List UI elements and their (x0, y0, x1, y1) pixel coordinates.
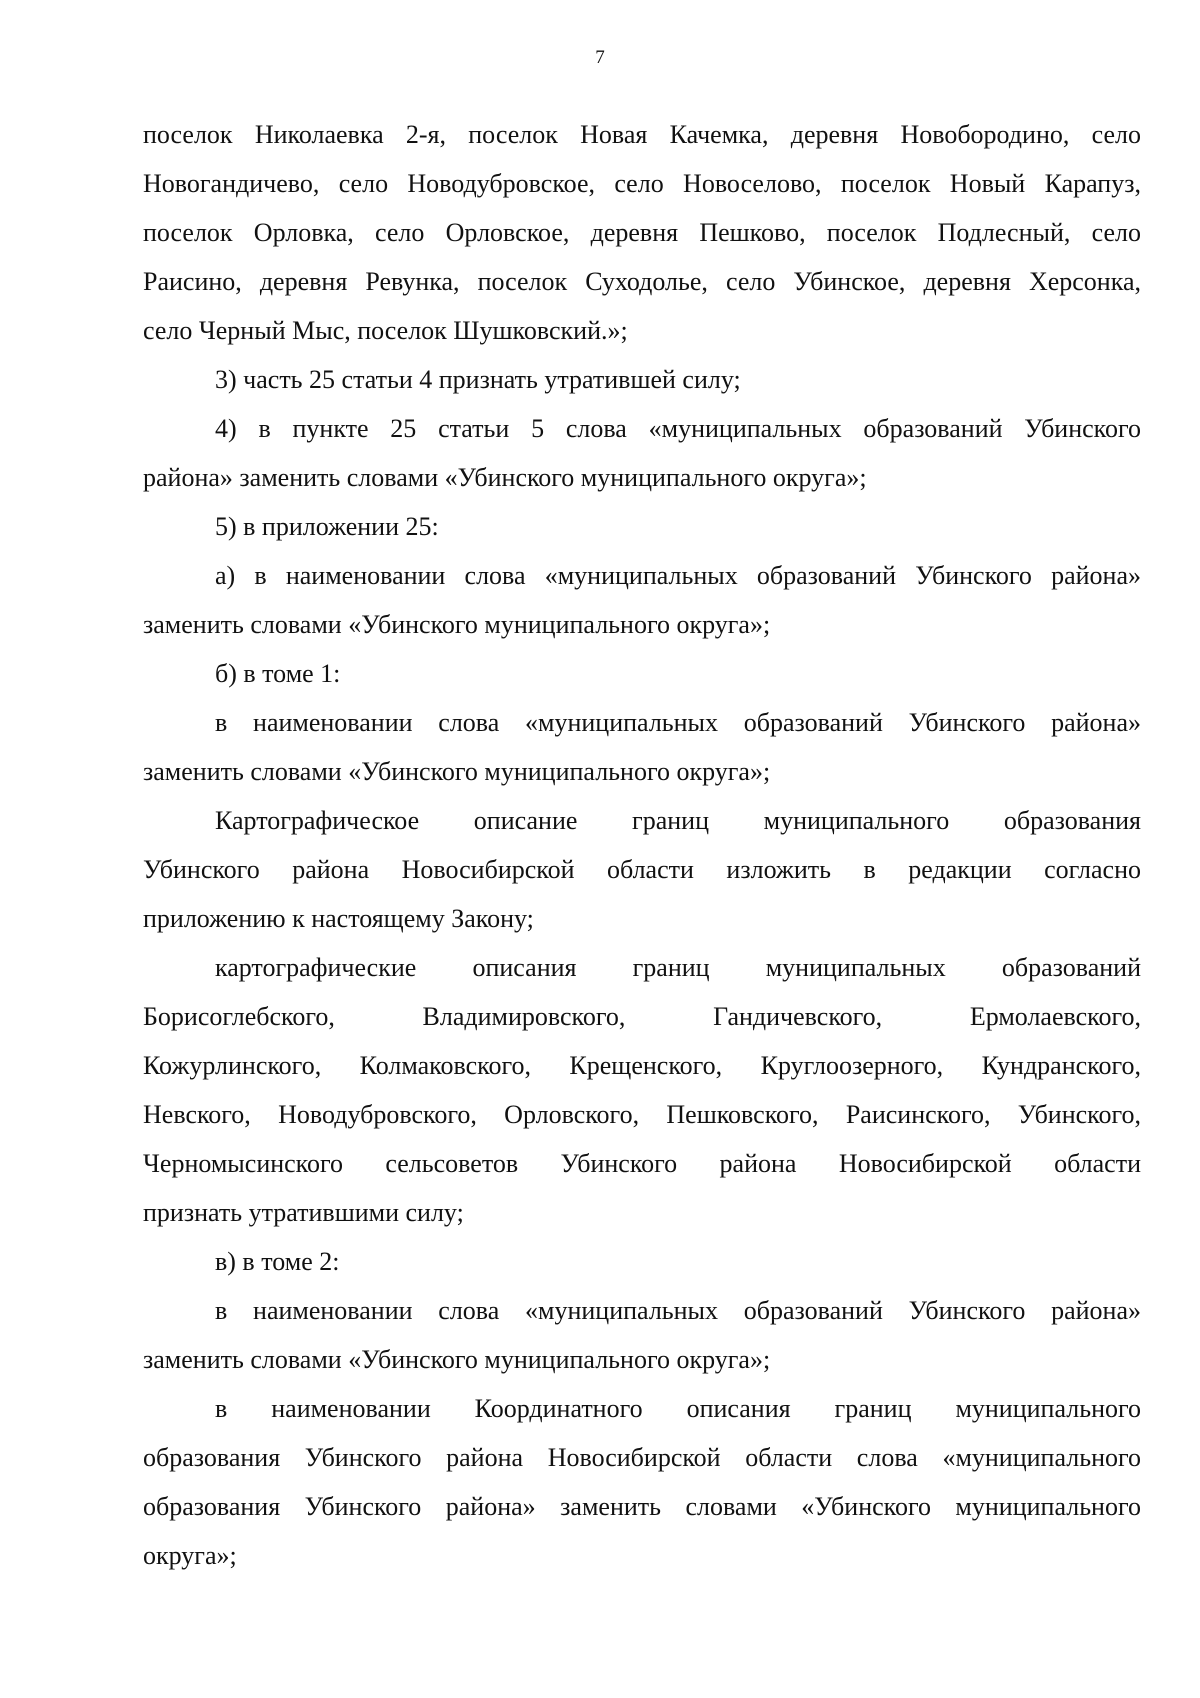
paragraph-item-5a (143, 551, 1141, 649)
text-line: поселок Николаевка 2-я, поселок Новая Качемка, деревня Новобородино, село (143, 120, 1141, 149)
text-line: приложению к настоящему Закону; (143, 904, 534, 933)
text-line: района» заменить словами «Убинского муниципального округа»; (143, 463, 867, 492)
text-line: Черномысинского сельсоветов Убинского района Новосибирской области (143, 1149, 1141, 1178)
text-line: Кожурлинского, Колмаковского, Крещенского, Круглоозерного, Кундранского, (143, 1051, 1141, 1080)
paragraph-vol1-carto (143, 796, 1141, 943)
paragraph-item-4 (143, 404, 1141, 502)
text-line: в) в томе 2: (215, 1247, 340, 1276)
text-line: заменить словами «Убинского муниципального округа»; (143, 610, 771, 639)
text-line: картографические описания границ муниципальных образований (215, 953, 1141, 982)
text-line: б) в томе 1: (215, 659, 341, 688)
text-line: образования Убинского района Новосибирской области слова «муниципального (143, 1443, 1141, 1472)
paragraph-villages (143, 110, 1141, 355)
text-line: в наименовании слова «муниципальных образований Убинского района» (215, 1296, 1141, 1325)
text-line: в наименовании Координатного описания границ муниципального (215, 1394, 1141, 1423)
page-number: 7 (595, 47, 605, 68)
text-line: Борисоглебского, Владимировского, Гандичевского, Ермолаевского, (143, 1002, 1141, 1031)
text-line: Картографическое описание границ муниципального образования (215, 806, 1141, 835)
paragraph-item-5v (143, 1237, 1141, 1286)
text-line: Новогандичево, село Новодубровское, село Новоселово, поселок Новый Карапуз, (143, 169, 1141, 198)
text-line: 5) в приложении 25: (215, 512, 439, 541)
text-line: 4) в пункте 25 статьи 5 слова «муниципальных образований Убинского (215, 414, 1141, 443)
text-line: а) в наименовании слова «муниципальных образований Убинского района» (215, 561, 1141, 590)
text-line: заменить словами «Убинского муниципального округа»; (143, 757, 771, 786)
text-line: образования Убинского района» заменить словами «Убинского муниципального (143, 1492, 1141, 1521)
text-line: признать утратившими силу; (143, 1198, 464, 1227)
paragraph-vol2-name (143, 1286, 1141, 1384)
paragraph-item-5b (143, 649, 1141, 698)
paragraph-vol1-repeal (143, 943, 1141, 1237)
text-line: поселок Орловка, село Орловское, деревня Пешково, поселок Подлесный, село (143, 218, 1141, 247)
text-line: 3) часть 25 статьи 4 признать утратившей силу; (215, 365, 741, 394)
text-line: Невского, Новодубровского, Орловского, Пешковского, Раисинского, Убинского, (143, 1100, 1141, 1129)
text-line: округа»; (143, 1541, 237, 1570)
paragraph-vol2-coord (143, 1384, 1141, 1580)
text-line: село Черный Мыс, поселок Шушковский.»; (143, 316, 628, 345)
paragraph-item-5 (143, 502, 1141, 551)
text-line: Убинского района Новосибирской области изложить в редакции согласно (143, 855, 1141, 884)
text-line: в наименовании слова «муниципальных образований Убинского района» (215, 708, 1141, 737)
text-line: Раисино, деревня Ревунка, поселок Суходолье, село Убинское, деревня Херсонка, (143, 267, 1141, 296)
text-line: заменить словами «Убинского муниципального округа»; (143, 1345, 771, 1374)
paragraph-item-3 (143, 355, 1141, 404)
document-body (143, 110, 1141, 1580)
paragraph-vol1-name (143, 698, 1141, 796)
